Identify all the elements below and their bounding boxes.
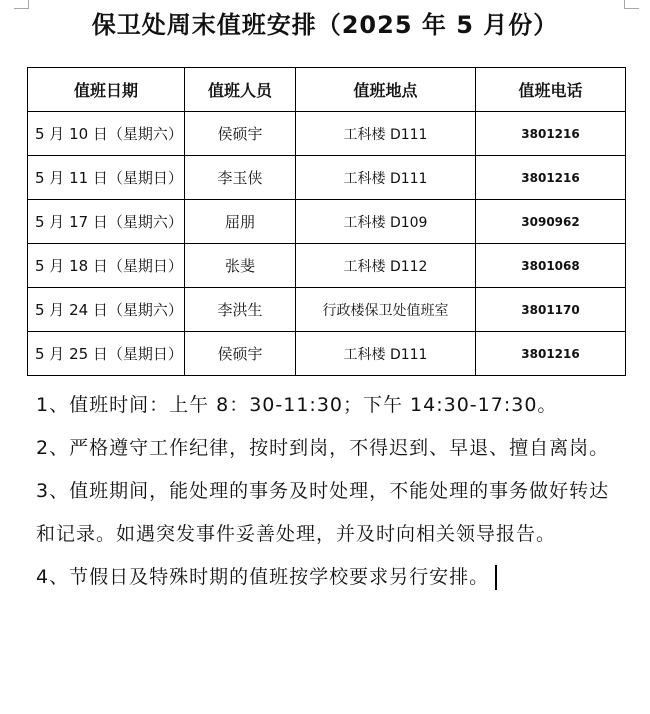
cell-person: 侯硕宇 [185,112,296,156]
note-text: 1、值班时间：上午 8：30-11:30；下午 14:30-17:30。 [36,394,558,416]
table-header-row [28,68,626,112]
cell-person: 李洪生 [185,288,296,332]
cell-place: 行政楼保卫处值班室 [296,288,476,332]
table-row [28,112,626,156]
note-incident-handling [36,470,626,556]
table-row [28,200,626,244]
header-date: 值班日期 [28,68,185,112]
header-place: 值班地点 [296,68,476,112]
cell-person: 侯硕宇 [185,332,296,376]
note-work-discipline [36,427,626,470]
cell-date: 5 月 18 日（星期日） [28,244,185,288]
notes-section [36,384,626,599]
cell-place: 工科楼 D109 [296,200,476,244]
note-text: 3、值班期间，能处理的事务及时处理，不能处理的事务做好转达和记录。如遇突发事件妥善处理，并及时向相关领导报告。 [36,480,610,545]
table-row [28,332,626,376]
table-row [28,244,626,288]
note-holiday-arrangement [36,556,626,599]
cell-date: 5 月 24 日（星期六） [28,288,185,332]
table-row [28,156,626,200]
cell-date: 5 月 25 日（星期日） [28,332,185,376]
text-cursor [495,565,497,590]
cell-phone: 3801216 [476,156,626,200]
cell-date: 5 月 10 日（星期六） [28,112,185,156]
table-row [28,288,626,332]
cell-phone: 3801068 [476,244,626,288]
note-text: 4、节假日及特殊时期的值班按学校要求另行安排。 [36,566,490,588]
note-text: 2、严格遵守工作纪律，按时到岗，不得迟到、早退、擅自离岗。 [36,437,610,459]
header-person: 值班人员 [185,68,296,112]
cell-place: 工科楼 D111 [296,156,476,200]
duty-schedule-table [27,67,626,376]
note-duty-hours [36,384,626,427]
cell-date: 5 月 11 日（星期日） [28,156,185,200]
cell-phone: 3801216 [476,332,626,376]
header-phone: 值班电话 [476,68,626,112]
cell-place: 工科楼 D111 [296,332,476,376]
cell-phone: 3090962 [476,200,626,244]
cell-place: 工科楼 D112 [296,244,476,288]
cell-person: 张斐 [185,244,296,288]
cell-phone: 3801216 [476,112,626,156]
cell-date: 5 月 17 日（星期六） [28,200,185,244]
cell-phone: 3801170 [476,288,626,332]
cell-person: 屈朋 [185,200,296,244]
document-title: 保卫处周末值班安排（2025 年 5 月份） [91,11,559,39]
cell-person: 李玉侠 [185,156,296,200]
cell-place: 工科楼 D111 [296,112,476,156]
